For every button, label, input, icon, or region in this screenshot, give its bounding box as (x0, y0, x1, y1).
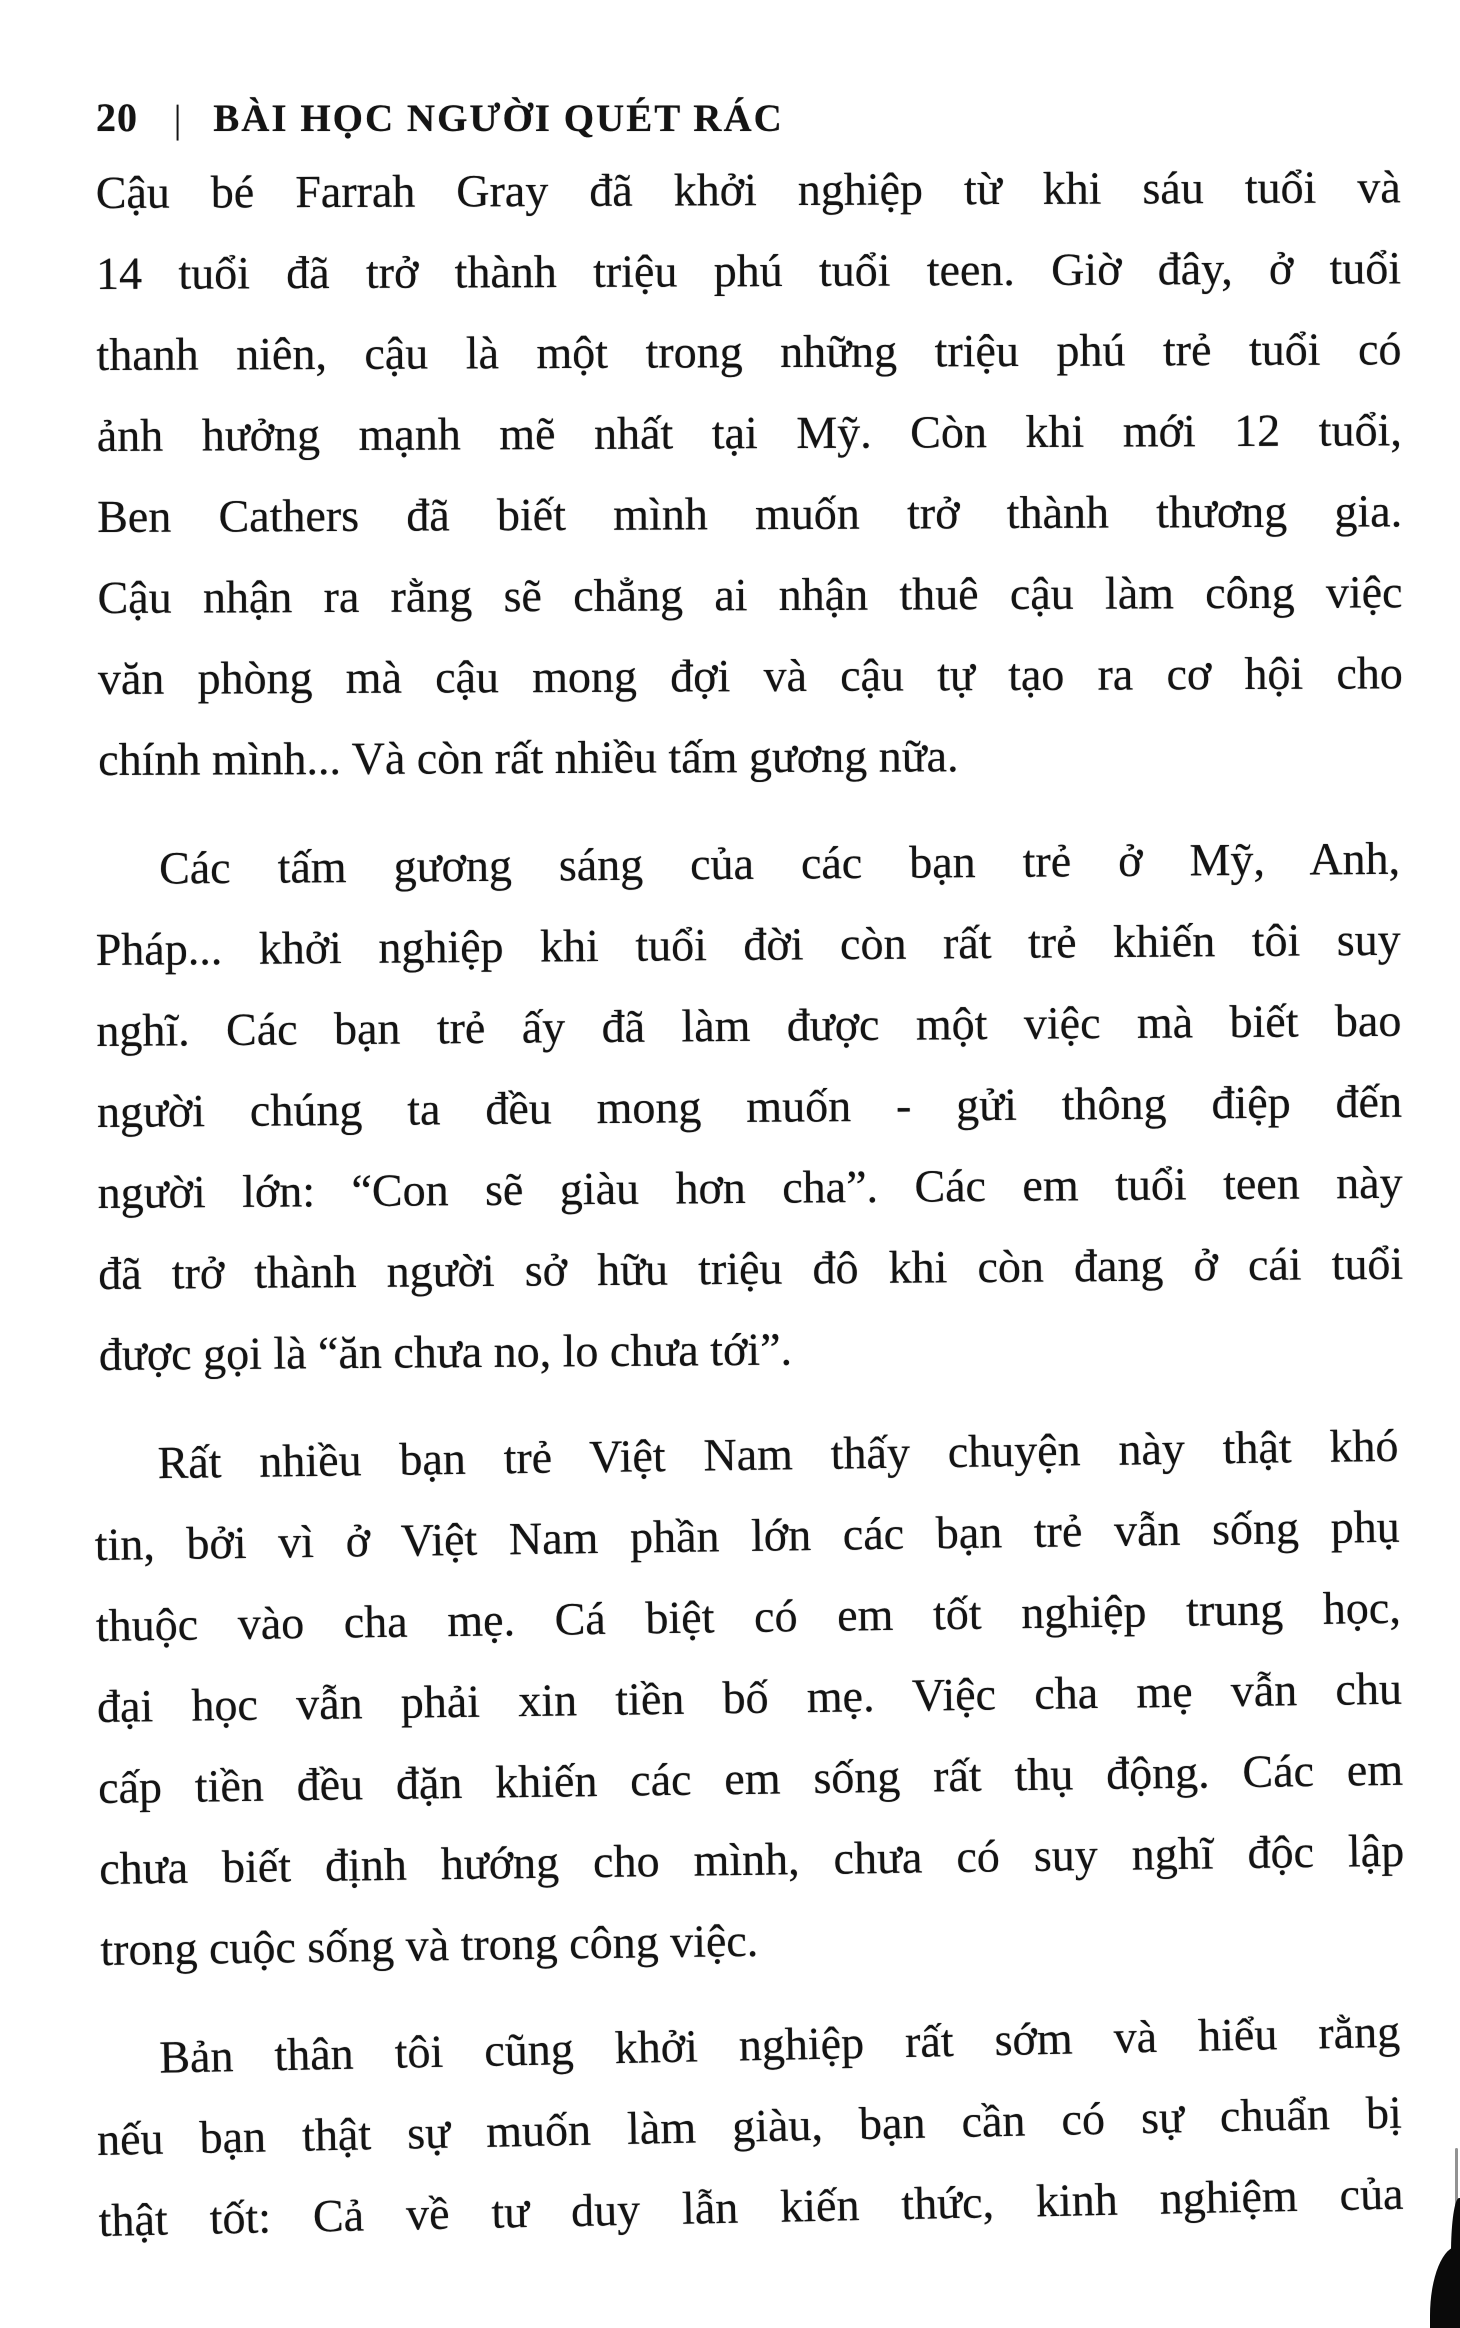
scan-artifact-corner-tail (1451, 2198, 1460, 2253)
text-line: Các tấm gương sáng của các bạn trẻ ở Mỹ, Anh, (158, 832, 1401, 894)
text-line: văn phòng mà cậu mong đợi và cậu tự tạo ra cơ hội cho (97, 647, 1403, 704)
text-line: Cậu bé Farrah Gray đã khởi nghiệp từ khi sáu tuổi và (95, 161, 1401, 219)
paragraph (95, 818, 1404, 1395)
text-line: 14 tuổi đã trở thành triệu phú tuổi teen. Giờ đây, ở tuổi (96, 242, 1402, 300)
book-title: BÀI HỌC NGƯỜI QUÉT RÁC (213, 97, 784, 140)
text-line: tin, bởi vì ở Việt Nam phần lớn các bạn trẻ vẫn sống phụ (94, 1500, 1400, 1571)
text-line: Cậu nhận ra rằng sẽ chẳng ai nhận thuê cậu làm công việc (97, 566, 1403, 623)
scan-artifact-corner (1430, 2246, 1460, 2328)
text-line: chưa biết định hướng cho mình, chưa có suy nghĩ độc lập (98, 1824, 1405, 1894)
text-line: ảnh hưởng mạnh mẽ nhất tại Mỹ. Còn khi mới 12 tuổi, (96, 404, 1402, 462)
text-line: chính mình... Và còn rất nhiều tấm gương nữa. (98, 730, 959, 785)
text-line: đã trở thành người sở hữu triệu đô khi còn đang ở cái tuổi (98, 1237, 1404, 1299)
text-line: cấp tiền đều đặn khiến các em sống rất thụ động. Các em (97, 1743, 1404, 1813)
text-line: Pháp... khởi nghiệp khi tuổi đời còn rất trẻ khiến tôi suy (95, 913, 1401, 976)
paragraph (94, 1991, 1404, 2261)
text-line: Rất nhiều bạn trẻ Việt Nam thấy chuyện này thật khó (157, 1419, 1399, 1489)
text-line: thanh niên, cậu là một trong những triệu phú trẻ tuổi có (96, 323, 1402, 381)
text-line: đại học vẫn phải xin tiền bố mẹ. Việc cha mẹ vẫn chu (96, 1662, 1403, 1732)
text-line: thuộc vào cha mẹ. Cá biệt có em tốt nghiệp trung học, (95, 1581, 1402, 1652)
text-line: Bản thân tôi cũng khởi nghiệp rất sớm và hiểu rằng (158, 2005, 1401, 2083)
text-line: nghĩ. Các bạn trẻ ấy đã làm được một việc mà biết bao (96, 994, 1402, 1057)
text-line: Ben Cathers đã biết mình muốn trở thành thương gia. (97, 485, 1403, 542)
text-line: trong cuộc sống và trong công việc. (100, 1914, 759, 1975)
text-line: được gọi là “ăn chưa no, lo chưa tới”. (98, 1323, 793, 1380)
page-number: 20 (96, 95, 138, 140)
paragraph (96, 146, 1404, 800)
page-header (96, 94, 784, 141)
text-line: người chúng ta đều mong muốn - gửi thông điệp đến (96, 1075, 1403, 1137)
header-divider: | (174, 97, 182, 141)
text-block (94, 152, 1405, 2261)
paragraph (93, 1405, 1406, 1990)
text-line: người lớn: “Con sẽ giàu hơn cha”. Các em tuổi teen này (97, 1156, 1403, 1218)
text-line: nếu bạn thật sự muốn làm giàu, bạn cần có sự chuẩn bị (96, 2086, 1403, 2165)
text-line: thật tốt: Cả về tư duy lẫn kiến thức, kinh nghiệm của (98, 2167, 1404, 2246)
